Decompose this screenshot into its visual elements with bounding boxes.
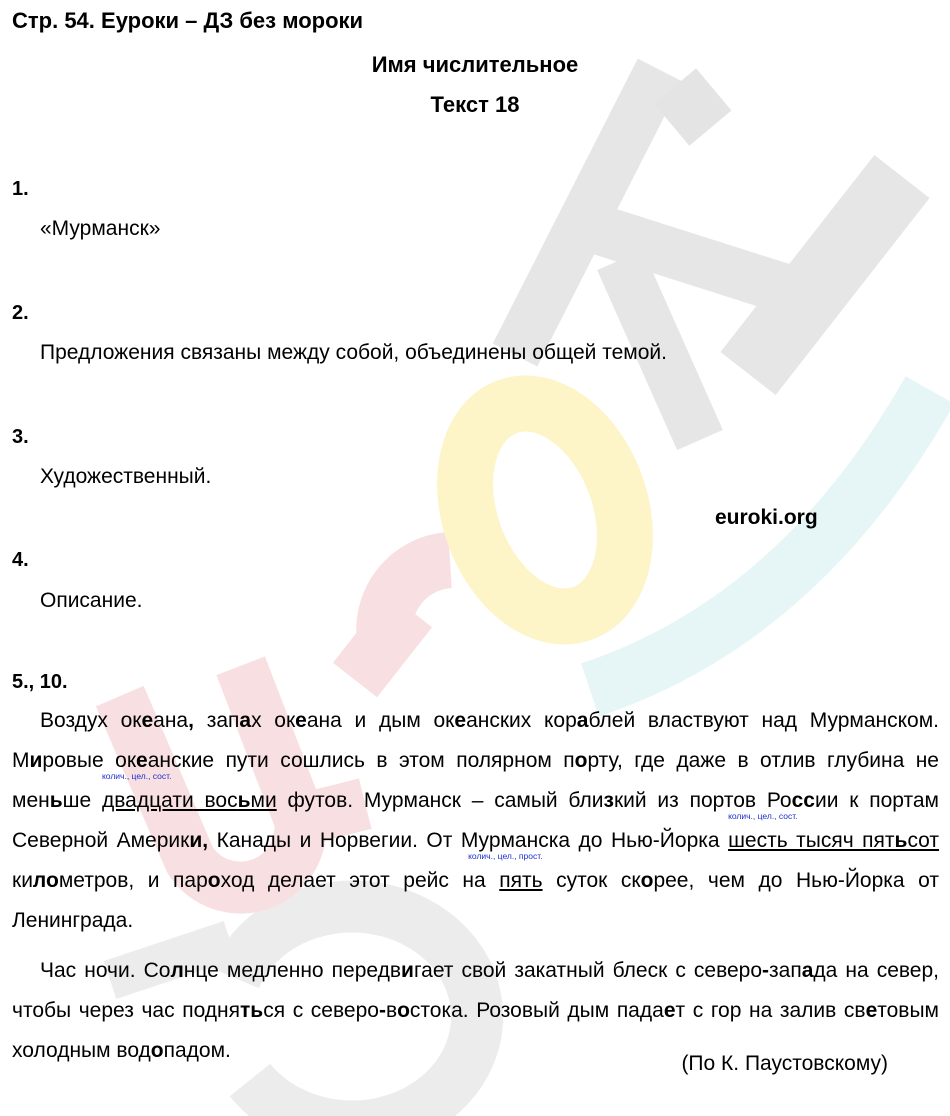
answer-1: «Мурманск» [40, 217, 161, 240]
site-label: euroki.org [715, 506, 818, 529]
page-header: Стр. 54. Еуроки – ДЗ без мороки [12, 8, 364, 33]
text-paragraph-1: Воздух океана, запах океана и дым океанских кораблей властвуют над Мурманском. Мировые океанские пути сошлись в этом полярном порту, где даже в отлив глубина не меньше колич., цел., сост. двадцати восьми футов. Мурманск – самый близкий из портов России к портам Северной Америки, Канады и Норвегии. От Мурманска до Нью-Йорка колич., цел., сост. шесть тысяч пятьсот километров, и пароход делает этот рейс на колич., цел., прост. пять суток скорее, чем до Нью-Йорка от Ленинграда. [12, 709, 940, 932]
author-attribution: (По К. Паустовскому) [681, 1052, 888, 1075]
text-paragraph-2: Час ночи. Солнце медленно передвигает свой закатный блеск с северо-запада на север, чтобы через час подняться с северо-востока. Розовый дым падает с гор на залив световым холодным водопадом. [12, 959, 939, 1062]
question-number-4: 4. [12, 549, 29, 571]
question-number-2: 2. [12, 302, 29, 324]
question-number-5-10: 5., 10. [12, 671, 68, 693]
answer-4: Описание. [40, 589, 143, 612]
numeral-six-thousand-five-hundred: колич., цел., сост. шесть тысяч пятьсот [728, 811, 940, 852]
answer-2: Предложения связаны между собой, объединены общей темой. [40, 341, 667, 364]
question-number-1: 1. [12, 178, 29, 200]
text-title: Текст 18 [430, 92, 520, 117]
annotation-numeral-3: колич., цел., прост. [468, 851, 543, 861]
answer-3: Художественный. [40, 465, 212, 488]
section-title: Имя числительное [371, 52, 579, 77]
question-number-3: 3. [12, 426, 29, 448]
numeral-five: колич., цел., прост. пять [468, 851, 543, 892]
annotation-numeral-2: колич., цел., сост. [728, 811, 798, 821]
annotation-numeral-1: колич., цел., сост. [101, 771, 172, 781]
numeral-twenty-eight: колич., цел., сост. двадцати восьми [101, 771, 277, 812]
